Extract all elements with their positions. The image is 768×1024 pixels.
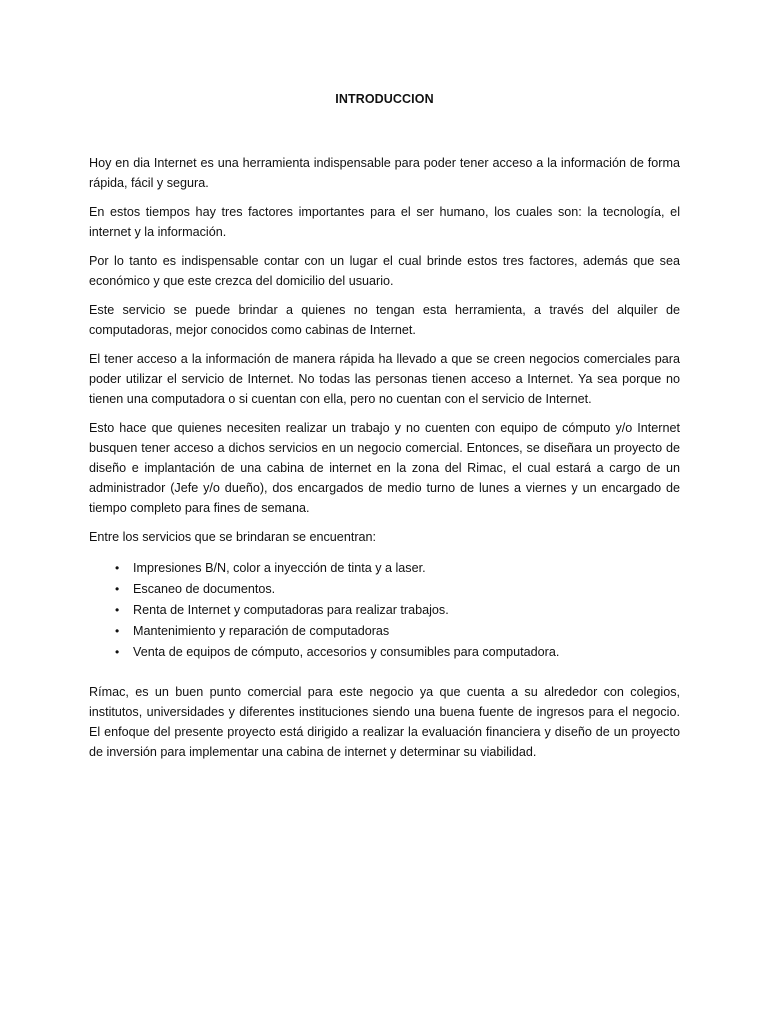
- list-item: [115, 579, 680, 600]
- list-item: [115, 558, 680, 579]
- bullet-icon: •: [115, 582, 120, 596]
- paragraph-service: Este servicio se puede brindar a quienes no tengan esta herramienta, a través del alquiler de computadoras, mejor conocidos como cabinas de Internet.: [89, 303, 680, 337]
- paragraph-need: Por lo tanto es indispensable contar con un lugar el cual brinde estos tres factores, además que sea económico y que este crezca del domicilio del usuario.: [89, 254, 680, 288]
- services-list: [89, 558, 680, 663]
- list-item-text: Renta de Internet y computadoras para realizar trabajos.: [133, 603, 449, 617]
- paragraph-intro: Hoy en dia Internet es una herramienta indispensable para poder tener acceso a la información de forma rápida, fácil y segura.: [89, 156, 680, 190]
- paragraph-factors: En estos tiempos hay tres factores importantes para el ser humano, los cuales son: la tecnología, el internet y la información.: [89, 205, 680, 239]
- bullet-icon: •: [115, 603, 120, 617]
- list-item-text: Escaneo de documentos.: [133, 582, 276, 596]
- paragraph-services-intro: Entre los servicios que se brindaran se encuentran:: [89, 530, 377, 544]
- list-item-text: Venta de equipos de cómputo, accesorios y consumibles para computadora.: [133, 645, 560, 659]
- list-item-text: Mantenimiento y reparación de computadoras: [133, 624, 390, 638]
- list-item: [115, 621, 680, 642]
- paragraph-access: El tener acceso a la información de manera rápida ha llevado a que se creen negocios comerciales para poder utilizar el servicio de Internet. No todas las personas tienen acceso a Internet. Ya sea porque no tienen una computadora o si cuentan con ella, pero no cuentan con el servicio de Internet.: [89, 352, 680, 406]
- bullet-icon: •: [115, 645, 120, 659]
- document-title: INTRODUCCION: [335, 92, 434, 106]
- list-item: [115, 600, 680, 621]
- bullet-icon: •: [115, 561, 120, 575]
- list-item-text: Impresiones B/N, color a inyección de tinta y a laser.: [133, 561, 426, 575]
- paragraph-closing: Rímac, es un buen punto comercial para este negocio ya que cuenta a su alrededor con colegios, institutos, universidades y diferentes instituciones siendo una buena fuente de ingresos para el negocio. El enfoque del presente proyecto está dirigido a realizar la evaluación financiera y diseño de un proyecto de inversión para implementar una cabina de internet y determinar su viabilidad.: [89, 685, 680, 759]
- bullet-icon: •: [115, 624, 120, 638]
- list-item: [115, 642, 680, 663]
- paragraph-project: Esto hace que quienes necesiten realizar un trabajo y no cuenten con equipo de cómputo y/o Internet busquen tener acceso a dichos servicios en un negocio comercial. Entonces, se diseñara un proyecto de diseño e implantación de una cabina de internet en la zona del Rimac, el cual estará a cargo de un administrador (Jefe y/o dueño), dos encargados de medio turno de lunes a viernes y un encargado de tiempo completo para fines de semana.: [89, 421, 680, 515]
